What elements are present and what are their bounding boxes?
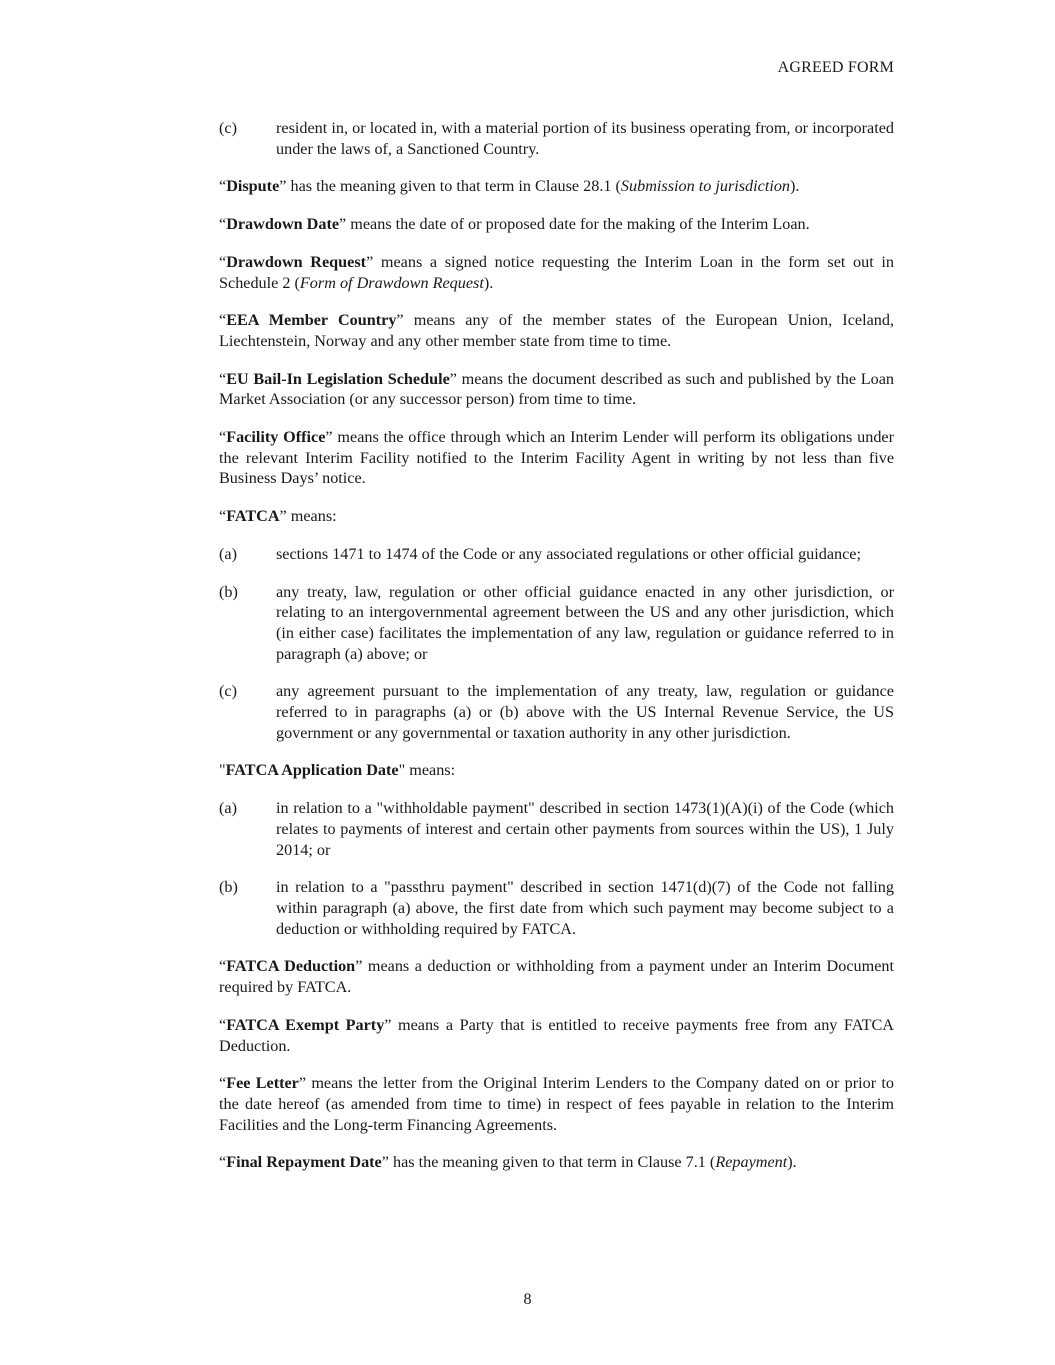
open-quote: “ (219, 1074, 227, 1093)
defined-term: Final Repayment Date (226, 1153, 382, 1172)
open-quote: “ (219, 1153, 227, 1172)
definition-text-end: ). (787, 1153, 797, 1172)
close-quote: ” (339, 215, 347, 234)
close-quote: ” (384, 1015, 392, 1034)
list-item-label: (c) (219, 119, 237, 137)
open-quote: “ (219, 369, 227, 388)
definition-text: means the document described as such and published by the Loan Market Association (or any successor person) from time to time. (219, 369, 895, 409)
list-item-text: in relation to a "withholdable payment" described in section 1473(1)(A)(i) of the Code (which relates to payments of interest and certain other payments from sources within the US), 1 July 2014; or (276, 799, 894, 859)
defined-term: FATCA Application Date (225, 761, 399, 780)
defined-term: EU Bail-In Legislation Schedule (226, 369, 450, 388)
close-quote: ” (449, 369, 457, 388)
close-quote: ” (279, 507, 287, 526)
defined-term: FATCA Exempt Party (226, 1015, 385, 1034)
definition-paragraph (219, 252, 894, 293)
open-quote: “ (219, 252, 227, 271)
list-item-text: any agreement pursuant to the implementation of any treaty, law, regulation or guidance referred to in paragraphs (a) or (b) above with the US Internal Revenue Service, the US government or any governmental or taxation authority in any other jurisdiction. (276, 682, 894, 742)
definition-paragraph (219, 369, 894, 410)
definition-paragraph (219, 310, 894, 351)
definition-paragraph (219, 427, 894, 489)
definition-paragraph (219, 1015, 894, 1056)
definition-reference: Repayment (715, 1153, 788, 1172)
close-quote: ” (366, 252, 374, 271)
close-quote: " (398, 761, 406, 780)
definition-text: means: (405, 761, 456, 780)
list-item (219, 877, 894, 939)
open-quote: " (219, 761, 226, 780)
close-quote: ” (325, 428, 333, 447)
list-item-label: (b) (219, 878, 238, 897)
definition-paragraph (219, 214, 894, 235)
definition-text: means a Party that is entitled to receive payments free from any FATCA Deduction. (219, 1015, 894, 1055)
open-quote: “ (219, 215, 227, 234)
list-item (219, 544, 894, 565)
defined-term: FATCA Deduction (226, 957, 356, 976)
close-quote: ” (381, 1153, 389, 1172)
defined-term: FATCA (226, 507, 280, 526)
definition-text: means a signed notice requesting the Interim Loan in the form set out in Schedule 2 ( (219, 252, 894, 292)
page-number: 8 (523, 1291, 532, 1308)
defined-term: Fee Letter (226, 1074, 299, 1093)
definition-paragraph (219, 506, 894, 527)
definition-text: means: (286, 507, 337, 526)
list-item-label: (c) (219, 682, 237, 701)
definition-text: means the letter from the Original Interim Lenders to the Company dated on or prior to the date hereof (as amended from time to time) in respect of fees payable in relation to the Interim Facilities and the Long-term Financing Agreements. (219, 1074, 894, 1134)
document-header: AGREED FORM (777, 59, 894, 76)
definition-paragraph (219, 1073, 894, 1135)
defined-term: Drawdown Date (226, 215, 340, 234)
defined-term: Dispute (226, 177, 280, 196)
definition-text: has the meaning given to that term in Clause 28.1 ( (286, 177, 621, 196)
list-item (219, 798, 894, 860)
close-quote: ” (396, 311, 404, 330)
definition-text: means the date of or proposed date for the making of the Interim Loan. (346, 215, 810, 234)
list-item (219, 681, 894, 743)
definition-text: means the office through which an Interim Lender will perform its obligations under the relevant Interim Facility notified to the Interim Facility Agent in writing by not less than five Business Days’ notice. (219, 428, 894, 488)
open-quote: “ (219, 177, 227, 196)
document-body (219, 118, 894, 1190)
list-item (219, 582, 894, 665)
list-item-text: any treaty, law, regulation or other official guidance enacted in any other jurisdiction, or relating to an intergovernmental agreement between the US and any other jurisdiction, which (in either case) facilitates the implementation of any law, regulation or guidance referred to in paragraph (a) above; or (276, 582, 894, 663)
open-quote: “ (219, 311, 227, 330)
definition-text: has the meaning given to that term in Clause 7.1 ( (388, 1153, 716, 1172)
list-item-label: (a) (219, 799, 237, 818)
definition-paragraph (219, 1152, 894, 1173)
definition-text: means a deduction or withholding from a payment under an Interim Document required by FATCA. (219, 957, 894, 997)
list-item-text: resident in, or located in, with a material portion of its business operating from, or incorporated under the laws of, a Sanctioned Country. (276, 119, 894, 158)
list-item-text: in relation to a "passthru payment" described in section 1471(d)(7) of the Code not falling within paragraph (a) above, the first date from which such payment may become subject to a deduction or withholding required by FATCA. (276, 878, 894, 938)
open-quote: “ (219, 428, 227, 447)
definition-text-end: ). (483, 273, 494, 292)
open-quote: “ (219, 1015, 227, 1034)
definition-paragraph (219, 760, 894, 781)
definition-reference: Form of Drawdown Request (299, 273, 484, 292)
defined-term: EEA Member Country (226, 311, 397, 330)
list-item-label: (b) (219, 582, 238, 601)
definition-text-end: ). (790, 177, 800, 196)
defined-term: Facility Office (226, 428, 326, 447)
defined-term: Drawdown Request (226, 252, 367, 271)
definition-paragraph (219, 176, 894, 197)
definition-text: means any of the member states of the European Union, Iceland, Liechtenstein, Norway and any other member state from time to time. (219, 311, 894, 350)
close-quote: ” (298, 1074, 307, 1093)
open-quote: “ (219, 507, 227, 526)
close-quote: ” (355, 957, 363, 976)
list-item (219, 118, 894, 159)
definition-reference: Submission to jurisdiction (620, 177, 791, 196)
list-item-label: (a) (219, 544, 237, 563)
open-quote: “ (219, 957, 227, 976)
list-item-text: sections 1471 to 1474 of the Code or any associated regulations or other official guidance; (276, 544, 861, 563)
definition-paragraph (219, 956, 894, 997)
close-quote: ” (279, 177, 287, 196)
